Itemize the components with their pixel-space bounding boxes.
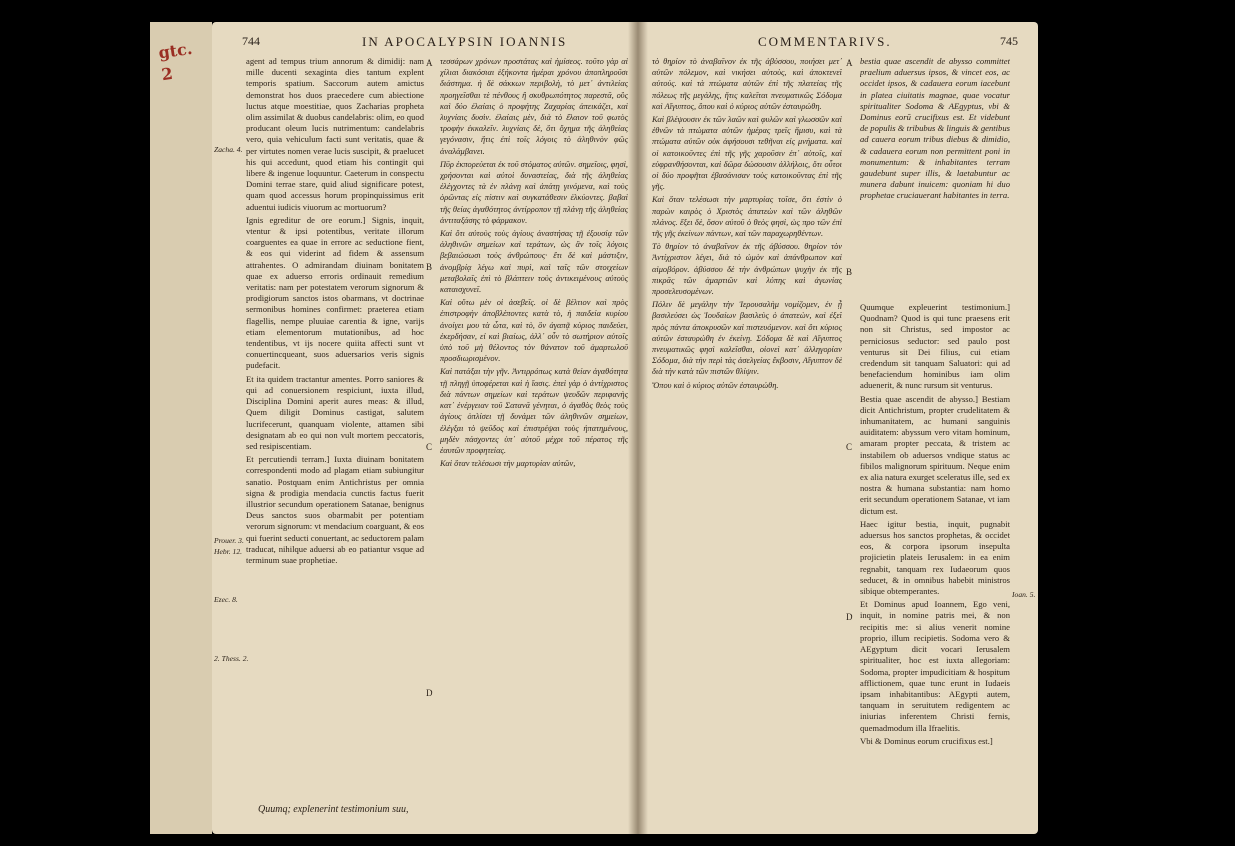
sidenote-zacha: Zacha. 4. <box>214 145 243 154</box>
left-running-head: IN APOCALYPSIN IOANNIS <box>362 34 568 49</box>
sidenote-ioan: Ioan. 5. <box>1012 590 1036 599</box>
left-page-number: 744 <box>242 34 260 48</box>
paragraph: Vbi & Dominus eorum crucifixus est.] <box>860 735 993 746</box>
sidenote-prouer: Prouer. 3. <box>214 536 244 545</box>
left-closing-heading: Quumq; explenerint testimonium suu, <box>258 804 409 815</box>
paragraph: Πόλιν δὲ μεγάλην τὴν Ἱερουσαλὴμ νομίζομεν, ἐν ᾗ βασιλεύσει ὡς Ἰουδαίων βασιλεὺς ὁ ἀπατεὼν, καὶ ἐξεῖ πρὸς πάντα ἀποκρυσῶν καὶ πιστευόμενον. καὶ ὅτι κύριος αὐτῶν ἐσταυρώθη ἐν ἐκείνῃ. Σόδομα δὲ καὶ Αἴγυπτος πνευματικῶς φησὶ καλεῖσθαι, οἰονεὶ κατ᾽ ἀλληγορίαν Σόδομα, διὰ τὴν περὶ τὰς ἀσελγείας ἔκβοσιν, Αἴγυπτον δὲ διὰ τὴν κατὰ τῶν πιστῶν θλίψιν. <box>652 300 842 377</box>
paragraph: Et percutiendi terram.] Iuxta diuinam bonitatem correspondenti modo ad plagam etiam subiungitur sanatio. Postquam enim Antichristus per omnia signa & prodigia mendacia cunctis factus fuerit illustrior secundum operationem Satanae, benignus Deus sanctos suos obarmabit per potentiam verorum signorum: vt mendacium coarguant, & eos qui fuerint seducti conuertant, ac seductorem palam traducat, nihilque aduersi ab eo patiantur vsque ad terminum suae prophetiae. <box>246 454 424 565</box>
paragraph: τεσσάρων χρόνων προστάτας καὶ ἡμίσεος. τοῦτο γὰρ αἱ χίλιαι διακόσιαι ἑξήκοντα ἡμέραι χρόνου ἀποπληροῦσι διάστημα. ἡ δὲ σάκκων περιβολὴ, τὸ μετ᾽ ἀντιλείας προηγεῖσθαι τὲ πένθους ἢ σκυθρωπότητος παρεστᾶ, οὓς καὶ δύο ἐλαίαις ὁ προφήτης Ζαχαρίας ἀπεικάζει, καὶ λυχνίαις δυσὶν. ἐλαίαις μὲν, διὰ τὸ ἔλαιον τοῦ φωτὸς τροφὴν ἐκκαλεῖν. λυχνίαις δὲ, ὅτι ὄχημα τῆς ἀληθείας γεγόνασιν, ἥτις ἐπὶ τοῖς λόγοις τὸ ἀληθινὸν φῶς ἀναλάμβανει. <box>440 57 628 156</box>
section-mark-b: B <box>846 267 853 277</box>
paragraph: Καὶ βλέψουσιν ἐκ τῶν λαῶν καὶ φυλῶν καὶ γλωσσῶν καὶ ἐθνῶν τὰ πτώματα αὐτῶν ἡμέρας τρεῖς ἥμισυ, καὶ τὰ πτώματα αὐτῶν οὐκ ἀφήσουσι τεθῆναι εἰς μνήματα. καὶ οἱ κατοικοῦντες ἐπὶ τῆς γῆς χαροῦσιν ἐπ᾽ αὐτοῖς, καὶ εὐφρανθήσονται, καὶ δῶρα δώσουσιν ἀλλήλοις, ὅτι οὗτοι οἱ δύο προφῆται ἐβασάνισαν τοὺς κατοικοῦντας ἐπὶ τῆς γῆς. <box>652 115 842 192</box>
section-mark-b: B <box>426 262 433 272</box>
paragraph: Καὶ ὅταν τελέσωσι τὴν μαρτυρίαν αὐτῶν, <box>440 459 576 469</box>
paragraph: Et Dominus apud Ioannem, Ego veni, inquit, in nomine patris mei, & non recipitis me: si alius venerit nomine proprio, illum recipietis. Sodoma vero & AEgyptum dicit vocari Ierusalem spiritualiter, hoc est iuxta allegoriam: Sodoma, propter impudicitiam & hospitum afflictionem, quae tunc erunt in Iudaeis ipsam inhabitantibus: AEgypti autem, tanquam in seruitutem redigentem ac iniurias inferentem Christi fernis, quemadmodum illa Ifraelitis. <box>860 599 1010 733</box>
right-greek-column <box>652 56 842 828</box>
sidenote-ezec: Ezec. 8. <box>214 595 238 604</box>
paragraph: Haec igitur bestia, inquit, pugnabit aduersus hos sanctos prophetas, & occidet eos, & corpora ipsorum insepulta projicietin plateis Ierusalem: in ea enim regnabit, tanquam rex Iudaeorum quos seducet, & in omnibus habebit ministros sibique obtemperantes. <box>860 518 1010 597</box>
margin-note-text: gtc. 2 <box>157 38 194 85</box>
right-page-number: 745 <box>1000 34 1018 48</box>
left-margin-strip <box>150 22 212 834</box>
handwritten-margin-note <box>157 38 197 86</box>
paragraph: Ὅπου καὶ ὁ κύριος αὐτῶν ἐσταυρώθη. <box>652 380 779 390</box>
paragraph: Ignis egreditur de ore eorum.] Signis, inquit, vtentur & ipsi potentibus, veritate illorum coarguentes ea quae in errore ac seductione fient, & eos qui viderint ad fidem & assensum attrahentes. O admirandam diuinam bonitatem quae ex aduerso erroris ordinauit remedium veritatis: nam per potestatem verorum signorum & prodigiorum sanctos istos obarmans, vt doctrinae sermonibus homines confirmet: praeterea etiam flagellis, nempe pluuiae carentia & igne, varijs etiam elementorum mutationibus, ad hoc tendentibus, vt ijs nocere quiita affecti sunt vt conuertincqueant, suos aduersarios veris signis pudefacit. <box>246 214 424 371</box>
section-mark-a: A <box>846 58 853 68</box>
paragraph: Καὶ οὕτω μὲν οἱ ἀσεβεῖς. οἱ δὲ βέλτιον καὶ πρὸς ἐπιστροφὴν ἀποβλέποντες κατὰ τὸ, ἡ παιδεία κυρίου ἀνοίγει μου τὰ ὦτα, καὶ τὸ, ὃν ἀγαπᾷ κύριος παιδεύει, ἐκερδήσαν, εἰ καὶ βιαίως, ἀλλ᾽ οὖν τὸ σωτήριον αὐτοῖς ὑπὸ τοῦ μὴ θέλοντος τὸν θάνατον τοῦ ἁμαρτωλοῦ προσδιωρισμένον. <box>440 298 628 364</box>
right-page <box>638 22 1038 834</box>
paragraph: Καὶ πατάξαι τὴν γῆν. Ἀντιρρόπως κατὰ θείαν ἀγαθότητα τῇ πληγῇ ὑποφέρεται καὶ ἡ ἴασις. ἐπεὶ γὰρ ὁ ἀντίχριστος διὰ πάντων σημείων καὶ τεράτων ψευδῶν περιφανὴς κατ᾽ ἐνέργειαν τοῦ Σατανᾶ γένηται, ὁ ἀγαθὸς θεὸς τοὺς ἁγίους ὁπλίσει τῇ δυνάμει τῶν ἀληθινῶν σημείων, ἐλέγξαι τὸ ψεῦδος καὶ ἐπιστρέψαι τοὺς ἠπατημένους, μηδὲν πάσχοντες ὑπ᾽ αὐτοῦ μέχρι τοῦ πέρατος τῆς ἑαυτῶν προφητείας. <box>440 367 628 455</box>
section-mark-d: D <box>846 612 853 622</box>
paragraph: Quumque expleuerint testimonium.] Quodnam? Quod is qui tunc praesens erit non sit Christus, sed impostor ac perniciosus seductor: sed paulo post venturus sit Dei filius, cui etiam credendum sit tanquam Saluatori: qui ad benefaciendum hominibus iam olim aduenerit, & nunc rursum sit venturus. <box>860 302 1010 391</box>
paragraph: Καὶ ὅτι αὐτοὺς τοὺς ἁγίους ἀναστήσας τῇ ἐξουσίᾳ τῶν ἀληθινῶν σημείων καὶ τεράτων, ὡς ἂν τοῖς λόγοις βεβαιώσωσι τοὺς ἀνθρώπους· ἔτι δὲ καὶ μάστιξιν, ἀνομβρίᾳ λέγω καὶ πυρὶ, καὶ ταῖς τῶν στοιχείων μεταβολαῖς ἐπὶ τὸ βλάπτειν τοὺς ἀντικειμένους αὐτοὺς καταισχυνεῖ. <box>440 229 628 295</box>
section-mark-a: A <box>426 58 433 68</box>
section-mark-d: D <box>426 688 433 698</box>
left-page <box>212 22 638 834</box>
paragraph: Bestia quae ascendit de abysso.] Bestiam dicit Antichristum, propter crudelitatem & inhumanitatem, ac humani sanguinis auiditatem: abyssum vero vitam hominum, amaram propter peccata, & tristem ac instabilem ob aduersos vndique status ac fibilos malignorum spirituum. Neque enim ex alia natura exurget sceleratus ille, sed ex nostra & humana substantia: nam homo erit secundum operationem Satanae, vt iam dictum est. <box>860 393 1010 516</box>
paragraph: Et ita quidem tractantur amentes. Porro saniores & qui ad conuersionem respiciunt, iuxta illud, Disciplina Domini aperit aures meas: & illud, Quem diligit Dominus castigat, salutem lucrifecerunt, quanquam violente, attamen sibi designatam ab eo qui non vult mortem peccatoris, sed resipiscentiam. <box>246 373 424 451</box>
paragraph: Πῦρ ἐκπορεύεται ἐκ τοῦ στόματος αὐτῶν. σημεῖοις, φησὶ, χρήσονται καὶ αὐτοὶ δυναστείας, διὰ τῆς ἀληθείας ἐλέγχοντες τὰ ἐν πλάνῃ καὶ ἀπάτῃ γινόμενα, καὶ τοὺς ὁρῶντας εἰς πίστιν καὶ συγκατάθεσιν ἑλκύοντες. βαβαὶ τῆς θείας ἀγαθότητος ἀντίρροπον τῇ πλάνῃ τῆς ἀληθείας ἀντιταξάσης τὸ φάρμακον. <box>440 159 628 225</box>
paragraph: τὸ θηρίον τὸ ἀναβαῖνον ἐκ τῆς ἀβύσσου, ποιήσει μετ᾽ αὐτῶν πόλεμον, καὶ νικήσει αὐτοὺς, καὶ ἀποκτενεῖ αὐτούς. καὶ τὰ πτώματα αὐτῶν ἐπὶ τῆς πλατείας τῆς πόλεως τῆς μεγάλης, ἥτις καλεῖται πνευματικῶς Σόδομα καὶ Αἴγυπτος, ὅπου καὶ ὁ κύριος αὐτῶν ἐσταυρώθη. <box>652 57 842 111</box>
paragraph: bestia quae ascendit de abysso committet praelium aduersus ipsos, & vincet eos, ac occidet ipsos, & cadauera eorum iacebunt in platea ciuitatis magnae, quae vocatur spiritualiter Sodoma & AEgyptus, vbi & Dominus eorū crucifixus est. Et videbunt de populis & tribubus & linguis & gentibus ad cauera eorum tribus diebus & dimidio, & cadauera eorum non permittent poni in monumentum: & inhabitantes terram gaudebunt super illis, & laetabuntur ac munera dabunt inuicem: quoniam hi duo prophetae cruciauerant habitantes in terra. <box>860 56 1010 201</box>
sidenote-hebr: Hebr. 12. <box>214 547 243 556</box>
right-latin-column <box>860 302 1010 828</box>
section-mark-c: C <box>426 442 433 452</box>
right-running-head: COMMENTARIVS. <box>758 34 892 49</box>
paragraph: agent ad tempus trium annorum & dimidij: nam mille ducenti sexaginta dies tantum explent temporis spatium. Saccorum autem amictus demonstrat hos duos praecedere cum abiectione luctus atque moestitiae, quos Zacharias propheta olim assimilat & duobus candelabris: olim, eo quod producant oleum lucis nutrimentum: candelabris vero, quia vehiculum facti sunt veritatis, quae & per virtutes nomen verae lucis suscipit, & praelucet his qui accedunt, quod etiam his contingit qui libere & ingenue loquuntur. Caeterum in conspectu Domini terrae stare, quid aliud significare potest, quam quod accessus horum propinquissimus erit aduentui iudicis viuorum ac mortuorum? <box>246 56 424 212</box>
left-greek-column <box>440 56 628 828</box>
sidenote-thess: 2. Thess. 2. <box>214 654 249 663</box>
left-latin-column <box>246 56 424 794</box>
section-mark-c: C <box>846 442 853 452</box>
paragraph: Καὶ ὅταν τελέσωσι τὴν μαρτυρίας τοῖσε, ὅτι ἐστὶν ὁ παρὼν καιρὸς ὁ Χριστὸς ἀπατεὼν καὶ τῶν ἀληθῶν πλάνος. ἔξει δὲ, ὅσον αὐτοῦ ὁ θεὸς φησὶ, ὡς προ τῶν ἐπὶ τῆς γῆς ἐκείνων πάντων, καὶ τῶν παραχωρηθέντων. <box>652 195 842 239</box>
right-latin-italic-column <box>860 56 1010 296</box>
paragraph: Τὸ θηρίον τὸ ἀναβαῖνον ἐκ τῆς ἀβύσσου. θηρίον τὸν Ἀντίχριστον λέγει, διὰ τὸ ὠμὸν καὶ ἀπάνθρωπον καὶ αἱμοβόρον. ἀβύσσου δὲ τὴν ἀνθρώπων ψυχὴν ἐκ τῆς πικρᾶς τῶν ἁμαρτιῶν καὶ λύπης καὶ ἀγωνίας προσελευσομένων. <box>652 242 842 297</box>
